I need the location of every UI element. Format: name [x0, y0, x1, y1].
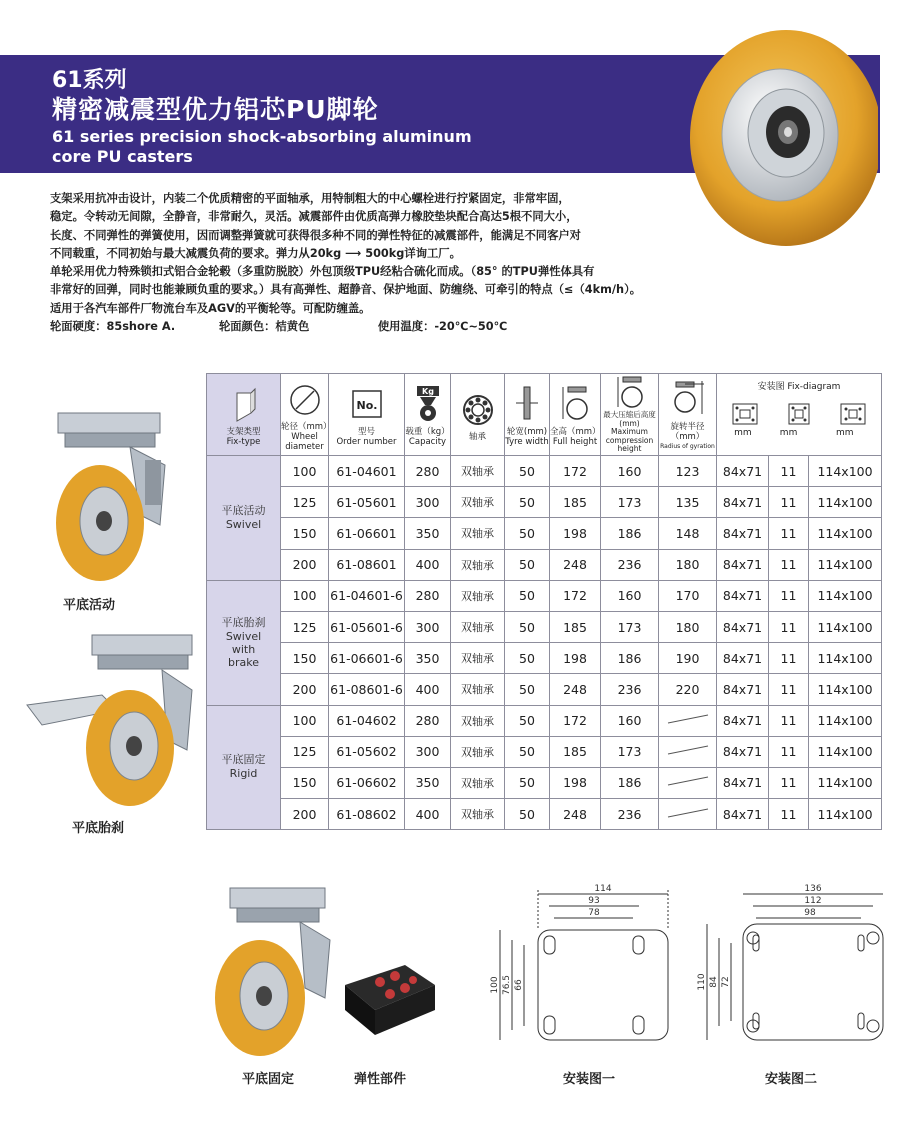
cell-bearing: 双轴承 — [451, 643, 505, 674]
cell-hole-spacing: 114x100 — [809, 456, 882, 487]
cell-bearing: 双轴承 — [451, 487, 505, 518]
cell-bearing: 双轴承 — [451, 674, 505, 705]
plate-icon — [731, 402, 759, 426]
cell-bearing: 双轴承 — [451, 736, 505, 767]
header-wheel-diameter: 轮径（mm） Wheel diameter — [281, 374, 329, 456]
cell-plate-size: 84x71 — [717, 518, 769, 549]
cell-bolt-size: 11 — [769, 705, 809, 736]
hardness-spec: 轮面硬度：85shore A. — [50, 320, 176, 334]
header-tyre-width: 轮宽(mm) Tyre width — [505, 374, 550, 456]
cell-gyration-radius — [659, 799, 717, 830]
svg-text:No.: No. — [356, 398, 377, 412]
caption-elastic: 弹性部件 — [354, 1072, 407, 1087]
cell-wheel-diameter: 100 — [281, 705, 329, 736]
cell-plate-size: 84x71 — [717, 674, 769, 705]
table-row — [207, 487, 882, 518]
spec-table — [206, 373, 882, 830]
cell-hole-spacing: 114x100 — [809, 705, 882, 736]
group-label: 平底固定 Rigid — [207, 705, 281, 830]
cell-hole-spacing: 114x100 — [809, 643, 882, 674]
table-row — [207, 674, 882, 705]
temperature-spec: 使用温度：-20℃~50℃ — [377, 320, 508, 334]
cell-order-number: 61-08602 — [329, 799, 405, 830]
cell-compression-height: 186 — [601, 643, 659, 674]
diagram1-width-1: 114 — [594, 884, 612, 894]
cell-full-height: 172 — [550, 580, 601, 611]
cell-wheel-diameter: 100 — [281, 456, 329, 487]
cell-bolt-size: 11 — [769, 549, 809, 580]
bracket-icon — [229, 383, 259, 423]
cell-full-height: 198 — [550, 767, 601, 798]
cell-full-height: 185 — [550, 736, 601, 767]
diagram1-height-1: 100 — [490, 976, 500, 994]
cell-hole-spacing: 114x100 — [809, 736, 882, 767]
cell-bearing: 双轴承 — [451, 518, 505, 549]
group-label: 平底胎刹 Swivel with brake — [207, 580, 281, 705]
cell-capacity: 350 — [405, 643, 451, 674]
cell-full-height: 248 — [550, 674, 601, 705]
cell-hole-spacing: 114x100 — [809, 674, 882, 705]
cell-capacity: 400 — [405, 549, 451, 580]
caption-swivel: 平底活动 — [63, 598, 116, 613]
caption-brake: 平底胎刹 — [72, 821, 125, 836]
diagram1-height-3: 66 — [514, 979, 524, 991]
bolt-icon — [787, 402, 811, 426]
diagram2-height-3: 72 — [721, 976, 731, 988]
cell-bolt-size: 11 — [769, 643, 809, 674]
cell-compression-height: 186 — [601, 767, 659, 798]
cell-bolt-size: 11 — [769, 487, 809, 518]
desc-line: 单轮采用优力特殊锁扣式铝合金轮毂（多重防脱胶）外包顶级TPU经粘合硫化而成。（85° 的TPU弹性体具有 — [50, 265, 595, 279]
cell-full-height: 185 — [550, 611, 601, 642]
header-fix-type: 支架类型 Fix-type — [207, 374, 281, 456]
cell-compression-height: 236 — [601, 799, 659, 830]
cell-capacity: 300 — [405, 487, 451, 518]
cell-wheel-diameter: 200 — [281, 674, 329, 705]
product-description — [50, 190, 830, 336]
cell-order-number: 61-04601-6 — [329, 580, 405, 611]
diagram2-width-1: 136 — [804, 884, 822, 894]
cell-compression-height: 186 — [601, 518, 659, 549]
cell-plate-size: 84x71 — [717, 456, 769, 487]
cell-capacity: 400 — [405, 674, 451, 705]
cell-bolt-size: 11 — [769, 736, 809, 767]
cell-wheel-diameter: 150 — [281, 767, 329, 798]
table-row — [207, 767, 882, 798]
cell-full-height: 185 — [550, 487, 601, 518]
product-title-en-1: 61 series precision shock-absorbing aluminum — [52, 127, 472, 146]
table-header-row — [207, 374, 882, 456]
diagram1-width-3: 78 — [588, 908, 600, 918]
cell-hole-spacing: 114x100 — [809, 518, 882, 549]
header-order-number: No. 型号 Order number — [329, 374, 405, 456]
cell-gyration-radius — [659, 736, 717, 767]
cell-full-height: 198 — [550, 518, 601, 549]
diagram1-height-2: 76.5 — [502, 974, 512, 996]
svg-text:Kg: Kg — [421, 386, 434, 396]
table-row — [207, 799, 882, 830]
cell-wheel-diameter: 200 — [281, 549, 329, 580]
cell-hole-spacing: 114x100 — [809, 580, 882, 611]
cell-plate-size: 84x71 — [717, 799, 769, 830]
cell-bolt-size: 11 — [769, 674, 809, 705]
cell-order-number: 61-05602 — [329, 736, 405, 767]
cell-tyre-width: 50 — [505, 799, 550, 830]
cell-bolt-size: 11 — [769, 456, 809, 487]
cell-tyre-width: 50 — [505, 767, 550, 798]
cell-tyre-width: 50 — [505, 736, 550, 767]
cell-wheel-diameter: 150 — [281, 518, 329, 549]
cell-compression-height: 160 — [601, 580, 659, 611]
caption-diagram-one: 安装图一 — [563, 1072, 616, 1087]
bearing-icon — [461, 388, 495, 428]
table-row — [207, 456, 882, 487]
cell-capacity: 300 — [405, 611, 451, 642]
cell-tyre-width: 50 — [505, 705, 550, 736]
desc-line: 支架采用抗冲击设计，内装二个优质精密的平面轴承，用特制粗大的中心螺栓进行拧紧固定，非常牢固， — [50, 192, 570, 205]
cell-compression-height: 160 — [601, 456, 659, 487]
weight-icon — [411, 383, 445, 423]
fix-diagram-one — [480, 880, 680, 1060]
cell-capacity: 280 — [405, 456, 451, 487]
cell-compression-height: 173 — [601, 736, 659, 767]
cell-wheel-diameter: 100 — [281, 580, 329, 611]
cell-order-number: 61-06601 — [329, 518, 405, 549]
cell-bearing: 双轴承 — [451, 549, 505, 580]
cell-hole-spacing: 114x100 — [809, 549, 882, 580]
cell-bearing: 双轴承 — [451, 580, 505, 611]
cell-plate-size: 84x71 — [717, 705, 769, 736]
color-spec: 轮面颜色：桔黄色 — [218, 320, 310, 334]
desc-line: 不同载重，不同初始与最大减震负荷的要求。弹力从20kg ⟶ 500kg详询工厂。 — [50, 246, 461, 260]
diameter-icon — [288, 378, 322, 418]
cell-gyration-radius: 148 — [659, 518, 717, 549]
compression-icon — [613, 375, 647, 409]
cell-order-number: 61-04602 — [329, 705, 405, 736]
cell-plate-size: 84x71 — [717, 549, 769, 580]
cell-bearing: 双轴承 — [451, 611, 505, 642]
cell-compression-height: 236 — [601, 674, 659, 705]
diagram1-width-2: 93 — [588, 896, 600, 906]
table-row — [207, 643, 882, 674]
group-label: 平底活动 Swivel — [207, 456, 281, 581]
not-applicable-line — [666, 807, 710, 819]
table-row — [207, 549, 882, 580]
cell-plate-size: 84x71 — [717, 767, 769, 798]
cell-tyre-width: 50 — [505, 674, 550, 705]
cell-order-number: 61-08601-6 — [329, 674, 405, 705]
cell-plate-size: 84x71 — [717, 611, 769, 642]
cell-full-height: 248 — [550, 549, 601, 580]
cell-bolt-size: 11 — [769, 580, 809, 611]
rigid-caster-image — [205, 880, 340, 1065]
table-row — [207, 518, 882, 549]
cell-bearing: 双轴承 — [451, 799, 505, 830]
cell-gyration-radius — [659, 767, 717, 798]
cell-compression-height: 236 — [601, 549, 659, 580]
diagram2-height-1: 110 — [697, 973, 707, 991]
cell-hole-spacing: 114x100 — [809, 799, 882, 830]
cell-tyre-width: 50 — [505, 580, 550, 611]
cell-full-height: 172 — [550, 456, 601, 487]
caption-diagram-two: 安装图二 — [765, 1072, 818, 1087]
cell-full-height: 198 — [550, 643, 601, 674]
header-full-height: 全高（mm） Full height — [550, 374, 601, 456]
cell-wheel-diameter: 125 — [281, 487, 329, 518]
table-row — [207, 611, 882, 642]
cell-order-number: 61-08601 — [329, 549, 405, 580]
cell-gyration-radius: 123 — [659, 456, 717, 487]
cell-order-number: 61-05601-6 — [329, 611, 405, 642]
hole-spacing-icon — [839, 402, 867, 426]
cell-capacity: 400 — [405, 799, 451, 830]
cell-gyration-radius: 220 — [659, 674, 717, 705]
cell-full-height: 172 — [550, 705, 601, 736]
cell-bolt-size: 11 — [769, 518, 809, 549]
table-row — [207, 705, 882, 736]
cell-gyration-radius — [659, 705, 717, 736]
cell-tyre-width: 50 — [505, 518, 550, 549]
cell-bolt-size: 11 — [769, 799, 809, 830]
cell-order-number: 61-06602 — [329, 767, 405, 798]
header-capacity: Kg 载重（kg） Capacity — [405, 374, 451, 456]
cell-gyration-radius: 180 — [659, 549, 717, 580]
fix-diagram-two — [695, 880, 895, 1060]
cell-capacity: 280 — [405, 580, 451, 611]
diagram2-width-3: 98 — [804, 908, 816, 918]
cell-capacity: 300 — [405, 736, 451, 767]
cell-gyration-radius: 190 — [659, 643, 717, 674]
cell-order-number: 61-05601 — [329, 487, 405, 518]
height-icon — [558, 383, 592, 423]
cell-wheel-diameter: 150 — [281, 643, 329, 674]
number-icon — [350, 383, 384, 423]
header-gyration-radius: 旋转半径 （mm） Radius of gyration — [659, 374, 717, 456]
cell-gyration-radius: 135 — [659, 487, 717, 518]
cell-order-number: 61-04601 — [329, 456, 405, 487]
desc-line: 稳定。令转动无间隙，全静音，非常耐久，灵活。减震部件由优质高弹力橡胶垫块配合高达5根不同大小， — [50, 210, 578, 224]
cell-compression-height: 160 — [601, 705, 659, 736]
product-title-cn: 精密减震型优力铝芯PU脚轮 — [52, 95, 379, 124]
desc-line: 长度、不同弹性的弹簧使用，因而调整弹簧就可获得很多种不同的弹性特征的减震部件，能满足不同客户对 — [50, 228, 581, 242]
cell-plate-size: 84x71 — [717, 580, 769, 611]
not-applicable-line — [666, 775, 710, 787]
header-fix-diagram: 安装图 Fix-diagram mm mm mm — [717, 374, 882, 456]
diagram2-width-2: 112 — [804, 896, 822, 906]
gyration-icon — [668, 378, 708, 418]
cell-hole-spacing: 114x100 — [809, 611, 882, 642]
cell-gyration-radius: 180 — [659, 611, 717, 642]
series-title: 61系列 — [52, 68, 127, 93]
cell-tyre-width: 50 — [505, 456, 550, 487]
caption-rigid: 平底固定 — [242, 1072, 295, 1087]
swivel-caster-image — [40, 405, 180, 590]
cell-plate-size: 84x71 — [717, 643, 769, 674]
table-row — [207, 736, 882, 767]
cell-wheel-diameter: 125 — [281, 611, 329, 642]
cell-tyre-width: 50 — [505, 549, 550, 580]
cell-compression-height: 173 — [601, 611, 659, 642]
cell-plate-size: 84x71 — [717, 736, 769, 767]
cell-bearing: 双轴承 — [451, 705, 505, 736]
width-icon — [512, 383, 542, 423]
cell-full-height: 248 — [550, 799, 601, 830]
brake-caster-image — [22, 630, 202, 815]
diagram2-height-2: 84 — [709, 976, 719, 988]
cell-bolt-size: 11 — [769, 767, 809, 798]
cell-wheel-diameter: 125 — [281, 736, 329, 767]
cell-compression-height: 173 — [601, 487, 659, 518]
cell-hole-spacing: 114x100 — [809, 487, 882, 518]
desc-line: 非常好的回弹，同时也能兼顾负重的要求。）具有高弹性、超静音、保护地面、防缠绕、可牵引的特点（≤（4km/h）。 — [50, 283, 642, 297]
cell-bearing: 双轴承 — [451, 767, 505, 798]
cell-hole-spacing: 114x100 — [809, 767, 882, 798]
cell-plate-size: 84x71 — [717, 487, 769, 518]
table-row — [207, 580, 882, 611]
not-applicable-line — [666, 744, 710, 756]
spec-line — [50, 318, 830, 336]
cell-gyration-radius: 170 — [659, 580, 717, 611]
not-applicable-line — [666, 713, 710, 725]
cell-capacity: 350 — [405, 518, 451, 549]
cell-tyre-width: 50 — [505, 611, 550, 642]
header-compression-height: 最大压缩后高度 (mm) Maximum compression height — [601, 374, 659, 456]
cell-bolt-size: 11 — [769, 611, 809, 642]
cell-capacity: 350 — [405, 767, 451, 798]
cell-order-number: 61-06601-6 — [329, 643, 405, 674]
elastic-part-image — [335, 960, 440, 1040]
desc-line: 适用于各汽车部件厂物流台车及AGV的平衡轮等。可配防缠盖。 — [50, 301, 371, 315]
cell-capacity: 280 — [405, 705, 451, 736]
cell-tyre-width: 50 — [505, 643, 550, 674]
cell-tyre-width: 50 — [505, 487, 550, 518]
header-bearing: 轴承 — [451, 374, 505, 456]
cell-bearing: 双轴承 — [451, 456, 505, 487]
product-title-en-2: core PU casters — [52, 147, 193, 166]
cell-wheel-diameter: 200 — [281, 799, 329, 830]
spec-table-body — [207, 456, 882, 830]
